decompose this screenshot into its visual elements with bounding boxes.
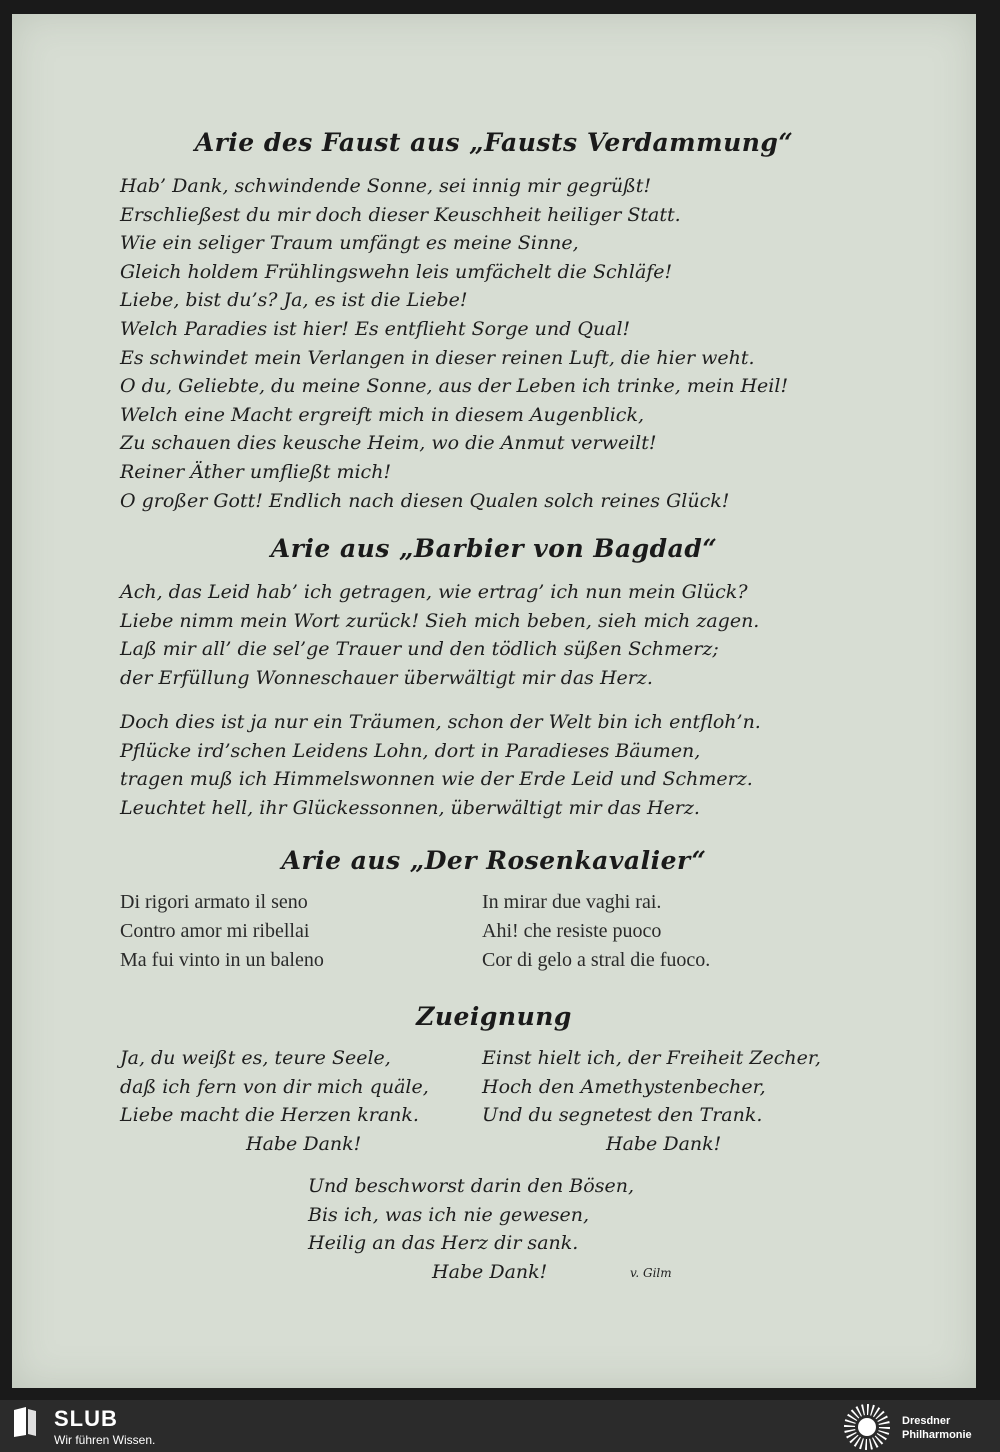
verse-line: O großer Gott! Endlich nach diesen Qualen solch reines Glück! <box>120 489 730 512</box>
library-name[interactable]: SLUB <box>54 1406 118 1431</box>
verse-line: Pflücke ird’schen Leidens Lohn, dort in Paradieses Bäumen, <box>120 739 701 762</box>
verse-line: der Erfüllung Wonneschauer überwältigt mir das Herz. <box>120 666 653 689</box>
verse-line: Ahi! che resiste puoco <box>482 920 662 942</box>
verse-line: Welch eine Macht ergreift mich in diesem Augenblick, <box>120 403 645 426</box>
section-title-faust: Arie des Faust aus „Fausts Verdammung“ <box>194 128 794 157</box>
author-signature: v. Gilm <box>630 1266 672 1280</box>
verse-line: Einst hielt ich, der Freiheit Zecher, <box>482 1047 821 1069</box>
verse-line: Laß mir all’ die sel’ge Trauer und den tödlich süßen Schmerz; <box>120 638 719 661</box>
verse-line: O du, Geliebte, du meine Sonne, aus der Leben ich trinke, mein Heil! <box>120 375 789 398</box>
verse-line: Liebe, bist du’s? Ja, es ist die Liebe! <box>120 289 468 312</box>
sunburst-ray <box>870 1405 875 1416</box>
sunburst-ray <box>865 1439 867 1450</box>
verse-line: Cor di gelo a stral die fuoco. <box>482 949 711 971</box>
verse-line: Liebe macht die Herzen krank. <box>120 1104 419 1127</box>
verse-line: Ma fui vinto in un baleno <box>120 949 324 971</box>
library-tagline: Wir führen Wissen. <box>54 1433 156 1447</box>
verse-line: tragen muß ich Himmelswonnen wie der Erde Leid und Schmerz. <box>120 768 753 791</box>
section-title-barbier: Arie aus „Barbier von Bagdad“ <box>270 534 718 563</box>
footer-bar <box>0 1400 1000 1452</box>
verse-line: Heilig an das Herz dir sank. <box>308 1232 579 1255</box>
verse-line: Es schwindet mein Verlangen in dieser reinen Luft, die hier weht. <box>120 346 755 369</box>
verse-line: In mirar due vaghi rai. <box>482 891 662 913</box>
verse-line: Leuchtet hell, ihr Glückessonnen, überwältigt mir das Herz. <box>120 796 700 819</box>
zueignung-center-stanza <box>308 1172 634 1286</box>
refrain-line: Habe Dank! <box>606 1132 722 1155</box>
partner-name-line-1: Dresdner <box>902 1415 951 1427</box>
faust-verse <box>120 172 788 515</box>
partner-name[interactable] <box>902 1414 972 1442</box>
verse-line: Hab’ Dank, schwindende Sonne, sei innig mir gegrüßt! <box>120 175 652 197</box>
verse-line: Zu schauen dies keusche Heim, wo die Anmut verweilt! <box>120 432 657 455</box>
verse-line: Wie ein seliger Traum umfängt es meine Sinne, <box>120 232 579 255</box>
refrain-line: Habe Dank! <box>432 1260 548 1283</box>
verse-line: Contro amor mi ribellai <box>120 920 310 942</box>
verse-line: Und beschworst darin den Bösen, <box>308 1175 634 1197</box>
verse-line: Hoch den Amethystenbecher, <box>482 1075 766 1098</box>
verse-line: Erschließest du mir doch dieser Keuschheit heiliger Statt. <box>120 203 681 226</box>
rosenkavalier-right-column <box>482 888 710 975</box>
sunburst-ray <box>845 1419 856 1424</box>
sunburst-ray <box>861 1404 865 1415</box>
verse-line: Gleich holdem Frühlingswehn leis umfächelt die Schläfe! <box>120 260 673 283</box>
barbier-stanza-2 <box>120 708 761 822</box>
verse-line: Doch dies ist ja nur ein Träumen, schon der Welt bin ich entfloh’n. <box>120 711 761 733</box>
sunburst-ray <box>879 1421 890 1425</box>
verse-line: Ja, du weißt es, teure Seele, <box>120 1047 391 1069</box>
verse-line: Ach, das Leid hab’ ich getragen, wie ertrag’ ich nun mein Glück? <box>120 581 748 603</box>
verse-line: Und du segnetest den Trank. <box>482 1104 763 1127</box>
sunburst-ray <box>859 1438 864 1449</box>
slub-book-icon <box>12 1406 38 1438</box>
sunburst-ray <box>879 1427 890 1429</box>
sunburst-ray <box>867 1404 869 1415</box>
philharmonie-sunburst-logo <box>842 1402 892 1452</box>
rosenkavalier-left-column <box>120 888 324 975</box>
verse-line: Liebe nimm mein Wort zurück! Sieh mich beben, sieh mich zagen. <box>120 609 760 632</box>
zueignung-left-column <box>120 1044 429 1158</box>
verse-line: Bis ich, was ich nie gewesen, <box>308 1203 590 1226</box>
refrain-line: Habe Dank! <box>246 1132 362 1155</box>
section-title-rosenkavalier: Arie aus „Der Rosenkavalier“ <box>281 846 707 875</box>
zueignung-right-column <box>482 1044 821 1158</box>
sunburst-ray <box>869 1439 873 1450</box>
sunburst-ray <box>844 1425 855 1427</box>
partner-name-line-2: Philharmonie <box>902 1429 972 1441</box>
program-page <box>12 14 976 1388</box>
verse-line: Welch Paradies ist hier! Es entflieht Sorge und Qual! <box>120 317 631 340</box>
section-title-zueignung: Zueignung <box>416 1002 572 1031</box>
verse-line: Reiner Äther umfließt mich! <box>120 460 392 483</box>
verse-line: Di rigori armato il seno <box>120 891 308 913</box>
barbier-stanza-1 <box>120 578 759 692</box>
verse-line: daß ich fern von dir mich quäle, <box>120 1075 429 1098</box>
sunburst-ray <box>878 1430 889 1435</box>
sunburst-ray <box>844 1429 855 1433</box>
